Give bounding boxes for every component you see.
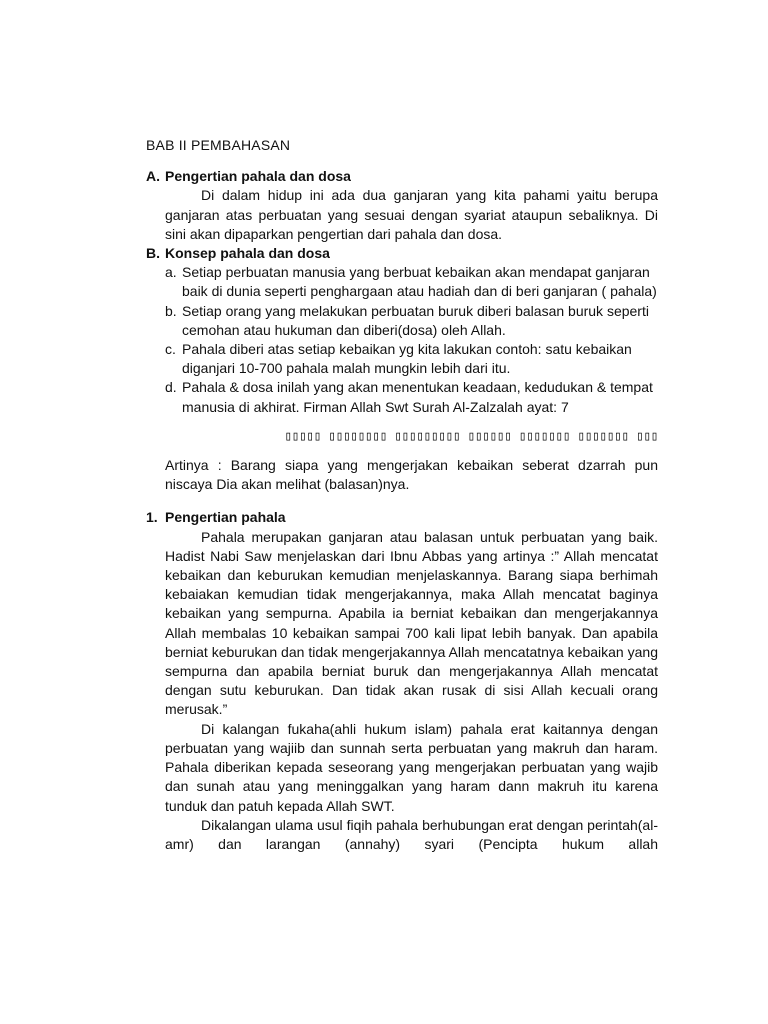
list-item-text: Pahala diberi atas setiap kebaikan yg kita lakukan contoh: satu kebaikan diganjari 10-700 pahala malah mungkin lebih dari itu.: [182, 341, 632, 377]
section-1-title: Pengertian pahala: [165, 509, 286, 526]
list-item: [165, 340, 658, 378]
list-item: [165, 378, 658, 416]
section-b-title: Konsep pahala dan dosa: [165, 245, 330, 262]
paragraph: Pahala merupakan ganjaran atau balasan untuk perbuatan yang baik. Hadist Nabi Saw menjelaskan dari Ibnu Abbas yang artinya :” Allah mencatat kebaikan dan keburukan kemudian menjelaskannya. Barang siapa berhimah kebaiakan kemudian tidak mengerjakannya, maka Allah mencatat baginya kebaikan yang sempurna. Apabila ia berniat kebaikan dan mengerjakannya Allah membalas 10 kebaikan sampai 700 kali lipat lebih banyak. Dan apabila berniat keburukan dan tidak mengerjakannya Allah mencatatnya kebaikan yang sempurna dan apabila berniat buruk dan mengerjakannya Allah mencatat dengan sutu keburukan. Dan tidak akan rusak di sisi Allah kecuali orang merusak.”: [165, 528, 658, 718]
list-marker: a.: [165, 264, 177, 281]
section-b-heading: [146, 244, 658, 263]
list-item: [165, 263, 658, 301]
section-1-heading: [146, 508, 658, 527]
section-a-paragraph: Di dalam hidup ini ada dua ganjaran yang kita pahami yaitu berupa ganjaran atas perbuatan yang sesuai dengan syariat ataupun sebaliknya. Di sini akan dipaparkan pengertian dari pahala dan dosa.: [165, 187, 658, 242]
list-item: [165, 302, 658, 340]
section-b-label: B.: [146, 245, 160, 262]
list-item-text: Setiap perbuatan manusia yang berbuat kebaikan akan mendapat ganjaran baik di dunia seperti penghargaan atau hadiah dan di beri ganjaran ( pahala): [182, 264, 657, 300]
paragraph: Di kalangan fukaha(ahli hukum islam) pahala erat kaitannya dengan perbuatan yang wajiib dan sunnah serta perbuatan yang makruh dan haram. Pahala diberikan kepada seseorang yang mengerjakan perbuatan yang wajib dan sunah atau yang meninggalkan yang haram dann makruh itu karena tunduk dan patuh kepada Allah SWT.: [165, 720, 658, 814]
list-item-text: Pahala & dosa inilah yang akan menentukan keadaan, kedudukan & tempat manusia di akhirat. Firman Allah Swt Surah Al-Zalzalah ayat: 7: [182, 379, 653, 415]
list-item-text: Setiap orang yang melakukan perbuatan buruk diberi balasan buruk seperti cemohan atau hukuman dan diberi(dosa) oleh Allah.: [182, 302, 649, 338]
section-1-label: 1.: [146, 509, 158, 526]
chapter-title: BAB II PEMBAHASAN: [146, 137, 291, 153]
document-body: [146, 136, 658, 854]
section-a-label: A.: [146, 168, 160, 185]
list-marker: d.: [165, 379, 177, 396]
arabic-verse: ▯▯▯▯▯ ▯▯▯▯▯▯▯▯ ▯▯▯▯▯▯▯▯▯ ▯▯▯▯▯▯ ▯▯▯▯▯▯▯ ▯▯▯▯▯▯▯ ▯▯▯: [284, 428, 658, 444]
paragraph: Dikalangan ulama usul fiqih pahala berhubungan erat dengan perintah(al-amr) dan larangan (annahy) syari (Pencipta hukum allah: [165, 816, 658, 852]
list-marker: c.: [165, 341, 176, 358]
concept-list: [146, 263, 658, 417]
section-a-title: Pengertian pahala dan dosa: [165, 168, 351, 185]
verse-translation: Artinya : Barang siapa yang mengerjakan kebaikan seberat dzarrah pun niscaya Dia akan melihat (balasan)nya.: [165, 457, 658, 493]
section-a-heading: [146, 167, 658, 186]
list-marker: b.: [165, 302, 177, 319]
